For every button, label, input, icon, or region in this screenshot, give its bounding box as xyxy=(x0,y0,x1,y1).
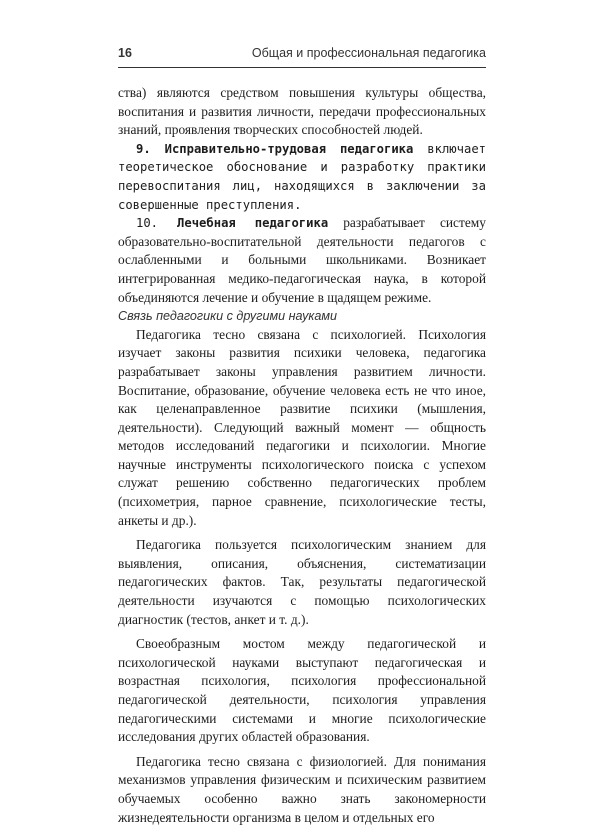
paragraph-therapeutic-pedagogy xyxy=(118,214,486,307)
paragraph-psychology: Педагогика тесно связана с психологией. Психология изучает законы развития психики человека, педагогика разрабатывает законы управления развитием личности. Воспитание, образование, обучение человека есть не что иное, как целенаправленное развитие психики (мышления, деятельности). Следующий важный момент — общность методов исследований педагогики и психологии. Многие научные инструменты психологического поиска с успехом служат решению собственно педагогических проблем (психометрия, парное сравнение, психологические тесты, анкеты и др.). xyxy=(118,326,486,528)
paragraph-physiology: Педагогика тесно связана с физиологией. Для понимания механизмов управления физическим и психическим развитием обучаемых особенно важно знать закономерности жизнедеятельности организма в целом и отдельных его xyxy=(118,753,486,825)
item-number: 10. xyxy=(136,216,178,231)
paragraph-text: включает теоретическое обоснование и разработку практики перевоспитания лиц, находящихся в заключении за совершенные преступления. xyxy=(118,141,486,212)
paragraph-continuation: ства) являются средством повышения культуры общества, воспитания и развития личности, передачи профессиональных знаний, проявления творческих способностей людей. xyxy=(118,85,486,138)
section-heading: Связь педагогики с другими науками xyxy=(118,309,337,324)
paragraph-corrective-pedagogy xyxy=(118,140,486,214)
page-number: 16 xyxy=(118,46,132,60)
running-title: Общая и профессиональная педагогика xyxy=(251,46,486,60)
term-corrective-pedagogy: 9. Исправительно-трудовая педагогика xyxy=(136,141,414,156)
paragraph-psychological-knowledge: Педагогика пользуется психологическим знанием для выявления, описания, объяснения, систематизации педагогических фактов. Так, результаты педагогической деятельности изучаются с помощью психологических диагностик (тестов, анкет и т. д.). xyxy=(118,537,486,627)
term-therapeutic-pedagogy: Лечебная педагогика xyxy=(177,216,329,231)
page-body xyxy=(118,84,486,827)
header-rule xyxy=(118,67,486,68)
paragraph-text: разрабатывает систему образовательно-воспитательной деятельности педагогов с ослабленными и больными школьниками. Возникает интегрированная медико-педагогическая наука, в которой объединяются лечение и обучение в щадящем режиме. xyxy=(118,215,486,305)
paragraph-bridge: Своеобразным мостом между педагогической и психологической науками выступают педагогическая и возрастная психология, психология профессиональной педагогической деятельности, психология управления педагогическими системами и многие психологические исследования других областей образования. xyxy=(118,636,486,745)
